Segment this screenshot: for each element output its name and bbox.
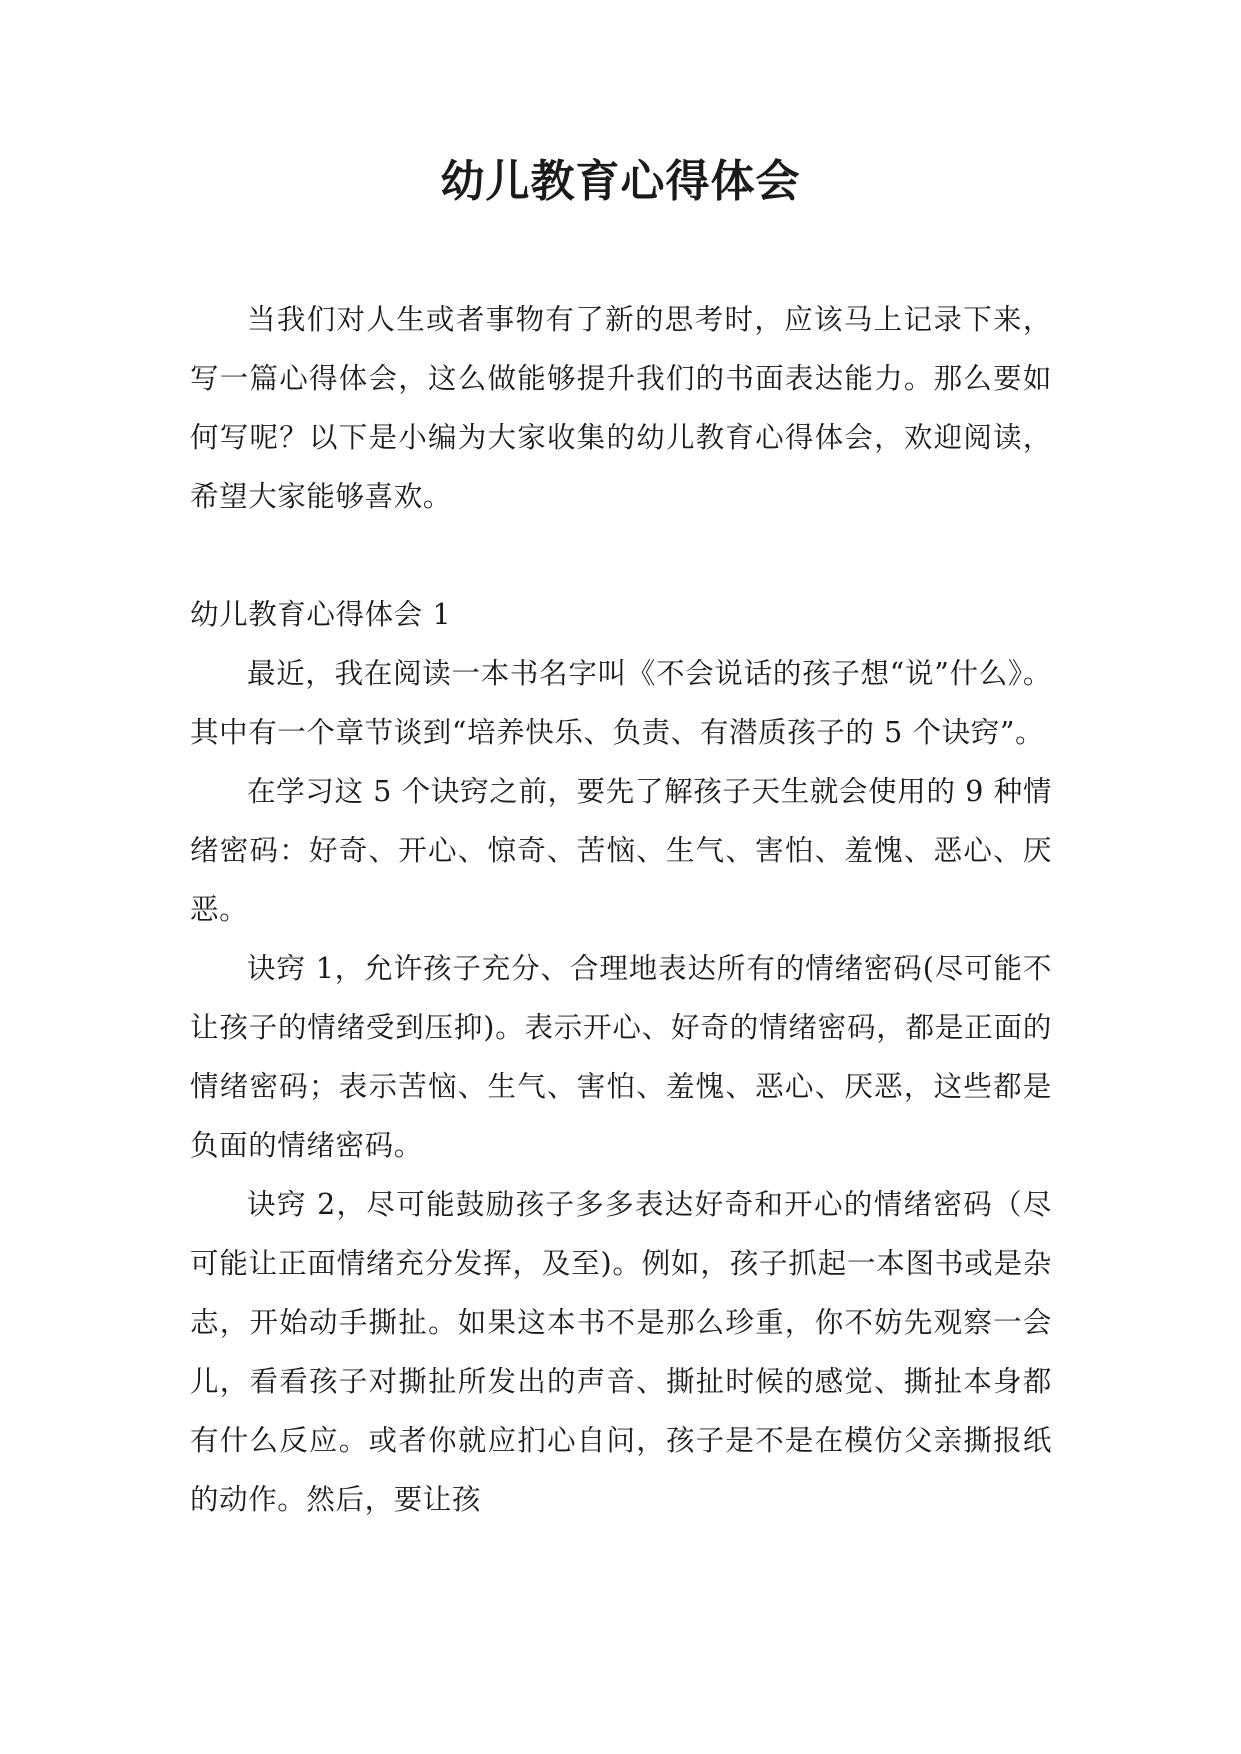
body-paragraph-3: 诀窍 1，允许孩子充分、合理地表达所有的情绪密码(尽可能不让孩子的情绪受到压抑)。表示开心、好奇的情绪密码，都是正面的情绪密码；表示苦恼、生气、害怕、羞愧、恶心、厌恶，这些都是负面的情绪密码。: [190, 952, 1052, 1162]
body-paragraph-2: 在学习这 5 个诀窍之前，要先了解孩子天生就会使用的 9 种情绪密码：好奇、开心、惊奇、苦恼、生气、害怕、羞愧、恶心、厌恶。: [190, 775, 1052, 926]
body-paragraph-1: 最近，我在阅读一本书名字叫《不会说话的孩子想“说”什么》。其中有一个章节谈到“培养快乐、负责、有潜质孩子的 5 个诀窍”。: [190, 657, 1052, 749]
section-heading: 幼儿教育心得体会 1: [190, 598, 452, 631]
document-title: 幼儿教育心得体会: [440, 156, 801, 207]
document-body: [190, 290, 1052, 1529]
intro-paragraph: 当我们对人生或者事物有了新的思考时，应该马上记录下来，写一篇心得体会，这么做能够提升我们的书面表达能力。那么要如何写呢？以下是小编为大家收集的幼儿教育心得体会，欢迎阅读，希望大家能够喜欢。: [190, 303, 1052, 513]
body-paragraph-4: 诀窍 2，尽可能鼓励孩子多多表达好奇和开心的情绪密码（尽可能让正面情绪充分发挥，及至)。例如，孩子抓起一本图书或是杂志，开始动手撕扯。如果这本书不是那么珍重，你不妨先观察一会儿，看看孩子对撕扯所发出的声音、撕扯时候的感觉、撕扯本身都有什么反应。或者你就应扪心自问，孩子是不是在模仿父亲撕报纸的动作。然后，要让孩: [190, 1188, 1052, 1516]
